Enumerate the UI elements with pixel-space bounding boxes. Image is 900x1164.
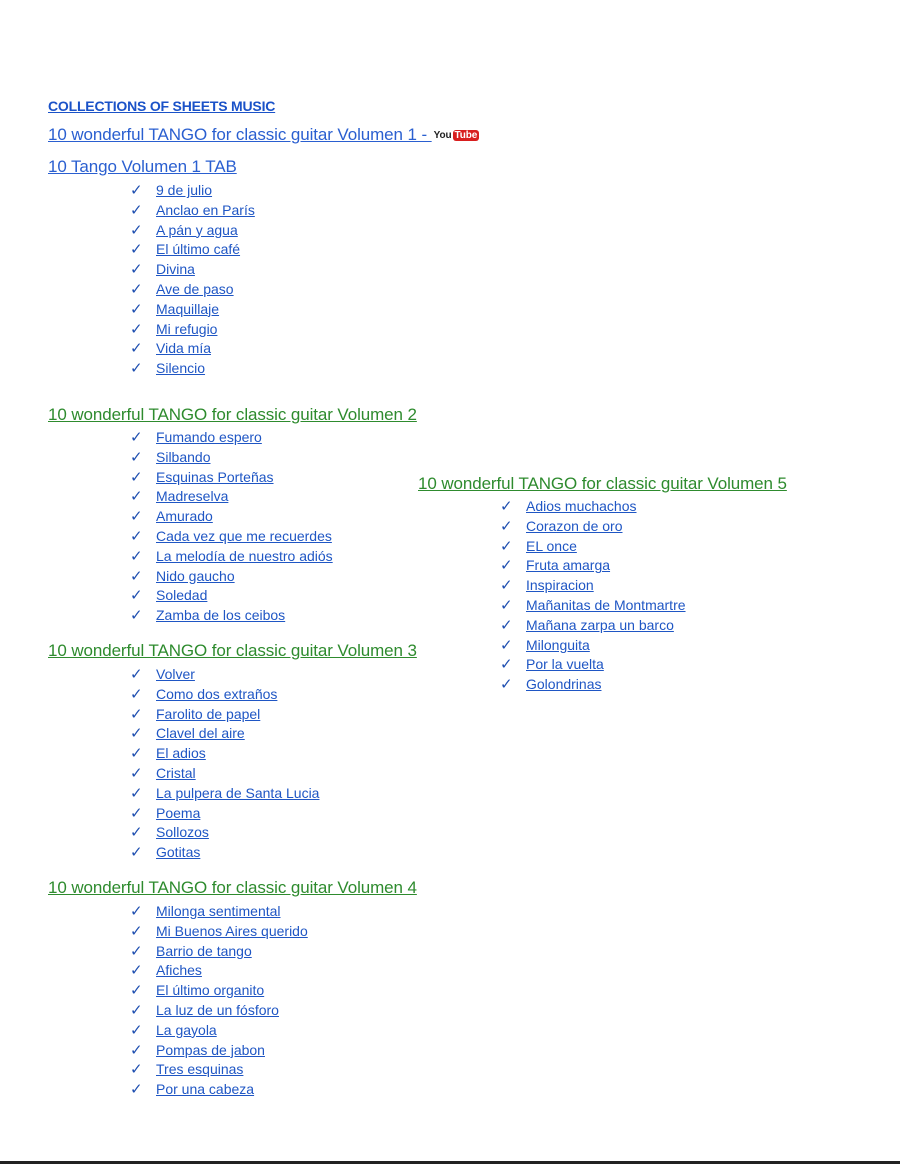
volume-1-heading-text: 10 wonderful TANGO for classic guitar Volumen 1 - xyxy=(48,125,432,144)
checkmark-icon: ✓ xyxy=(130,587,143,605)
list-item xyxy=(130,823,319,843)
list-item xyxy=(130,705,319,725)
song-link[interactable]: Madreselva xyxy=(156,488,229,505)
song-link[interactable]: Fruta amarga xyxy=(526,557,611,574)
song-link[interactable]: Divina xyxy=(156,261,195,278)
checkmark-icon: ✓ xyxy=(500,498,513,515)
volume-4-list xyxy=(130,902,308,1100)
song-link[interactable]: Como dos extraños xyxy=(156,685,278,702)
tab-heading-link[interactable]: 10 Tango Volumen 1 TAB xyxy=(48,157,237,176)
song-link[interactable]: Silencio xyxy=(156,360,206,377)
checkmark-icon: ✓ xyxy=(130,300,143,318)
song-link[interactable]: Milonguita xyxy=(526,636,590,653)
checkmark-icon: ✓ xyxy=(130,448,143,466)
checkmark-icon: ✓ xyxy=(130,320,143,338)
list-item xyxy=(130,784,319,804)
checkmark-icon: ✓ xyxy=(130,1001,143,1019)
checkmark-icon: ✓ xyxy=(130,962,143,980)
list-item xyxy=(130,201,255,221)
checkmark-icon: ✓ xyxy=(130,182,143,199)
checkmark-icon: ✓ xyxy=(130,705,143,723)
list-item xyxy=(130,468,333,488)
volume-1-heading-link[interactable] xyxy=(48,125,479,145)
song-link[interactable]: Mi Buenos Aires querido xyxy=(156,922,308,939)
list-item xyxy=(500,655,686,675)
checkmark-icon: ✓ xyxy=(130,804,143,822)
list-item xyxy=(130,487,333,507)
list-item xyxy=(130,665,319,685)
checkmark-icon: ✓ xyxy=(130,261,143,279)
checkmark-icon: ✓ xyxy=(130,685,143,703)
list-item xyxy=(130,744,319,764)
list-item xyxy=(130,339,255,359)
list-item xyxy=(130,942,308,962)
song-link[interactable]: Amurado xyxy=(156,508,213,525)
song-link[interactable]: Esquinas Porteñas xyxy=(156,468,274,485)
song-link[interactable]: Cada vez que me recuerdes xyxy=(156,527,332,544)
song-link[interactable]: 9 de julio xyxy=(156,182,213,198)
volume-4-heading-link[interactable]: 10 wonderful TANGO for classic guitar Volumen 4 xyxy=(48,878,417,897)
checkmark-icon: ✓ xyxy=(500,656,513,674)
checkmark-icon: ✓ xyxy=(130,666,143,683)
checkmark-icon: ✓ xyxy=(130,547,143,565)
song-link[interactable]: Silbando xyxy=(156,448,211,465)
checkmark-icon: ✓ xyxy=(130,1081,143,1099)
list-item xyxy=(130,300,255,320)
list-item xyxy=(500,556,686,576)
checkmark-icon: ✓ xyxy=(500,596,513,614)
song-link[interactable]: Golondrinas xyxy=(526,676,602,693)
song-link[interactable]: Sollozos xyxy=(156,824,209,841)
song-link[interactable]: Barrio de tango xyxy=(156,942,252,959)
song-link[interactable]: La pulpera de Santa Lucia xyxy=(156,784,320,801)
list-item xyxy=(130,507,333,527)
list-item xyxy=(130,685,319,705)
list-item xyxy=(130,1060,308,1080)
list-item xyxy=(500,675,686,695)
song-link[interactable]: Adios muchachos xyxy=(526,498,637,514)
song-link[interactable]: Clavel del aire xyxy=(156,725,245,742)
volume-2-heading-link[interactable]: 10 wonderful TANGO for classic guitar Volumen 2 xyxy=(48,405,417,424)
checkmark-icon: ✓ xyxy=(130,468,143,486)
checkmark-icon: ✓ xyxy=(130,241,143,259)
list-item xyxy=(130,428,333,448)
list-item xyxy=(130,240,255,260)
checkmark-icon: ✓ xyxy=(130,1041,143,1059)
list-item xyxy=(500,576,686,596)
song-link[interactable]: El adios xyxy=(156,745,206,762)
list-item xyxy=(130,804,319,824)
list-item xyxy=(130,1080,308,1100)
checkmark-icon: ✓ xyxy=(130,922,143,940)
checkmark-icon: ✓ xyxy=(130,201,143,219)
list-item xyxy=(130,981,308,1001)
checkmark-icon: ✓ xyxy=(130,1021,143,1039)
song-link[interactable]: Volver xyxy=(156,666,195,682)
checkmark-icon: ✓ xyxy=(130,725,143,743)
list-item xyxy=(500,497,686,517)
checkmark-icon: ✓ xyxy=(130,607,143,625)
song-link[interactable]: Farolito de papel xyxy=(156,705,261,722)
checkmark-icon: ✓ xyxy=(500,616,513,634)
list-item xyxy=(130,320,255,340)
list-item xyxy=(130,586,333,606)
song-link[interactable]: El último organito xyxy=(156,982,265,999)
song-link[interactable]: Corazon de oro xyxy=(526,517,623,534)
list-item xyxy=(500,596,686,616)
song-link[interactable]: A pán y agua xyxy=(156,221,238,238)
checkmark-icon: ✓ xyxy=(130,340,143,358)
list-item xyxy=(130,448,333,468)
list-item xyxy=(130,260,255,280)
volume-5-heading-link[interactable]: 10 wonderful TANGO for classic guitar Volumen 5 xyxy=(418,474,787,493)
song-link[interactable]: La luz de un fósforo xyxy=(156,1001,279,1018)
tab-list xyxy=(130,181,255,379)
song-link[interactable]: Mañanitas de Montmartre xyxy=(526,596,686,613)
song-link[interactable]: Poema xyxy=(156,804,201,821)
checkmark-icon: ✓ xyxy=(130,745,143,763)
song-link[interactable]: Maquillaje xyxy=(156,300,220,317)
youtube-logo-icon[interactable]: You Tube xyxy=(433,130,478,141)
song-link[interactable]: Tres esquinas xyxy=(156,1061,244,1078)
list-item xyxy=(500,636,686,656)
song-link[interactable]: EL once xyxy=(526,537,577,554)
song-link[interactable]: Por la vuelta xyxy=(526,656,604,673)
song-link[interactable]: Anclao en París xyxy=(156,201,255,218)
list-item xyxy=(500,616,686,636)
checkmark-icon: ✓ xyxy=(130,488,143,506)
checkmark-icon: ✓ xyxy=(130,824,143,842)
song-link[interactable]: La gayola xyxy=(156,1021,217,1038)
list-item xyxy=(130,181,255,201)
song-link[interactable]: Zamba de los ceibos xyxy=(156,607,286,624)
checkmark-icon: ✓ xyxy=(500,517,513,535)
song-link[interactable]: Gotitas xyxy=(156,844,201,861)
list-item xyxy=(130,1001,308,1021)
song-link[interactable]: El último café xyxy=(156,241,241,258)
volume-5-list xyxy=(500,497,686,695)
checkmark-icon: ✓ xyxy=(130,844,143,862)
volume-3-heading-link[interactable]: 10 wonderful TANGO for classic guitar Volumen 3 xyxy=(48,641,417,660)
song-link[interactable]: Ave de paso xyxy=(156,280,234,297)
list-item xyxy=(130,1041,308,1061)
list-item xyxy=(130,922,308,942)
list-item xyxy=(130,280,255,300)
list-item xyxy=(130,902,308,922)
song-link[interactable]: La melodía de nuestro adiós xyxy=(156,547,333,564)
checkmark-icon: ✓ xyxy=(130,903,143,920)
list-item xyxy=(130,961,308,981)
checkmark-icon: ✓ xyxy=(130,508,143,526)
list-item xyxy=(130,1021,308,1041)
checkmark-icon: ✓ xyxy=(130,280,143,298)
song-link[interactable]: Por una cabeza xyxy=(156,1081,255,1098)
checkmark-icon: ✓ xyxy=(130,429,143,446)
song-link[interactable]: Nido gaucho xyxy=(156,567,235,584)
list-item xyxy=(130,843,319,863)
list-item xyxy=(130,359,255,379)
list-item xyxy=(130,221,255,241)
list-item xyxy=(130,547,333,567)
song-link[interactable]: Pompas de jabon xyxy=(156,1041,265,1058)
checkmark-icon: ✓ xyxy=(500,537,513,555)
song-link[interactable]: Cristal xyxy=(156,764,196,781)
list-item xyxy=(500,517,686,537)
checkmark-icon: ✓ xyxy=(130,360,143,378)
checkmark-icon: ✓ xyxy=(130,567,143,585)
volume-2-list xyxy=(130,428,333,626)
list-item xyxy=(130,527,333,547)
song-link[interactable]: Milonga sentimental xyxy=(156,903,281,919)
song-link[interactable]: Vida mía xyxy=(156,340,211,357)
checkmark-icon: ✓ xyxy=(130,982,143,1000)
list-item xyxy=(130,606,333,626)
checkmark-icon: ✓ xyxy=(500,636,513,654)
list-item xyxy=(130,764,319,784)
checkmark-icon: ✓ xyxy=(500,577,513,595)
volume-3-list xyxy=(130,665,319,863)
song-link[interactable]: Inspiracion xyxy=(526,577,594,594)
list-item xyxy=(130,724,319,744)
checkmark-icon: ✓ xyxy=(130,942,143,960)
list-item xyxy=(130,567,333,587)
song-link[interactable]: Mi refugio xyxy=(156,320,218,337)
checkmark-icon: ✓ xyxy=(500,676,513,694)
checkmark-icon: ✓ xyxy=(130,764,143,782)
song-link[interactable]: Afiches xyxy=(156,962,202,979)
song-link[interactable]: Fumando espero xyxy=(156,429,262,445)
song-link[interactable]: Soledad xyxy=(156,587,208,604)
list-item xyxy=(500,537,686,557)
checkmark-icon: ✓ xyxy=(130,784,143,802)
checkmark-icon: ✓ xyxy=(130,1061,143,1079)
checkmark-icon: ✓ xyxy=(130,221,143,239)
song-link[interactable]: Mañana zarpa un barco xyxy=(526,616,674,633)
collections-title: COLLECTIONS OF SHEETS MUSIC xyxy=(48,98,276,114)
checkmark-icon: ✓ xyxy=(130,527,143,545)
checkmark-icon: ✓ xyxy=(500,557,513,575)
